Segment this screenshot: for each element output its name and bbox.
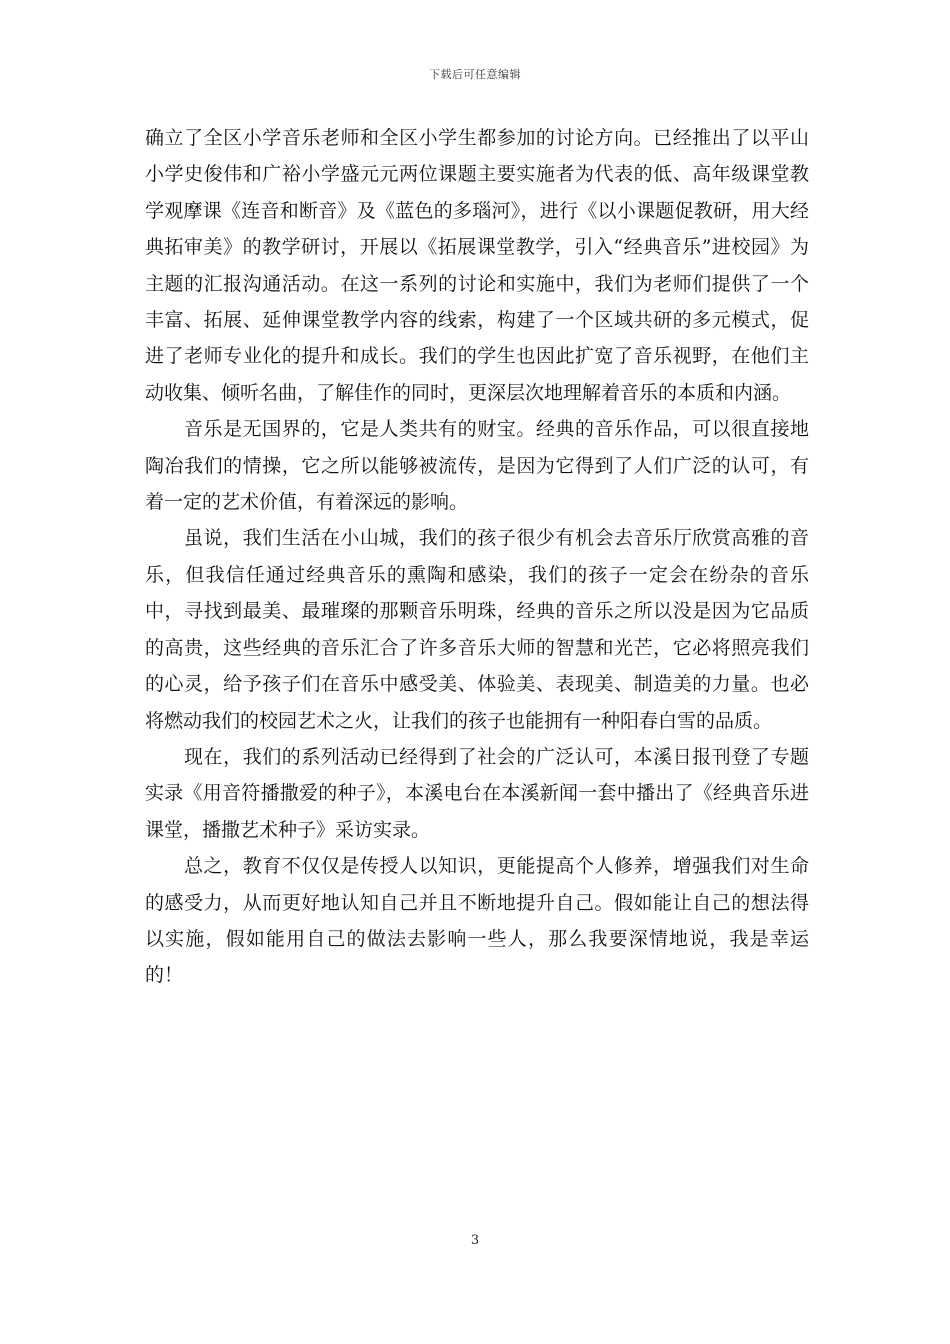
page-header: 下载后可任意编辑	[429, 68, 521, 81]
paragraph-recognition: 现在，我们的系列活动已经得到了社会的广泛认可，本溪日报刊登了专题实录《用音符播撒爱的种子》，本溪电台在本溪新闻一套中播出了《经典音乐进课堂，播撒艺术种子》采访实录。	[145, 745, 809, 841]
paragraph-conclusion: 总之，教育不仅仅是传授人以知识，更能提高个人修养，增强我们对生命的感受力，从而更好地认知自己并且不断地提升自己。假如能让自己的想法得以实施，假如能用自己的做法去影响一些人，那么我要深情地说，我是幸运的！	[145, 855, 809, 987]
paragraph-music-borderless: 音乐是无国界的，它是人类共有的财宝。经典的音乐作品，可以很直接地陶冶我们的情操，它之所以能够被流传，是因为它得到了人们广泛的认可，有着一定的艺术价值，有着深远的影响。	[145, 418, 809, 514]
document-body	[145, 120, 809, 994]
paragraph-small-city: 虽说，我们生活在小山城，我们的孩子很少有机会去音乐厅欣赏高雅的音乐，但我信任通过经典音乐的熏陶和感染，我们的孩子一定会在纷杂的音乐中，寻找到最美、最璀璨的那颗音乐明珠，经典的音乐之所以没是因为它品质的高贵，这些经典的音乐汇合了许多音乐大师的智慧和光芒，它必将照亮我们的心灵，给予孩子们在音乐中感受美、体验美、表现美、制造美的力量。也必将燃动我们的校园艺术之火，让我们的孩子也能拥有一种阳春白雪的品质。	[145, 527, 809, 732]
paragraph-continued: 确立了全区小学音乐老师和全区小学生都参加的讨论方向。已经推出了以平山小学史俊伟和广裕小学盛元元两位课题主要实施者为代表的低、高年级课堂教学观摩课《连音和断音》及《蓝色的多瑙河》，进行《以小课题促教研，用大经典拓审美》的教学研讨，开展以《拓展课堂教学，引入“经典音乐”进校园》为主题的汇报沟通活动。在这一系列的讨论和实施中，我们为老师们提供了一个丰富、拓展、延伸课堂教学内容的线索，构建了一个区域共研的多元模式，促进了老师专业化的提升和成长。我们的学生也因此扩宽了音乐视野，在他们主动收集、倾听名曲，了解佳作的同时，更深层次地理解着音乐的本质和内涵。	[145, 127, 809, 404]
page-number: 3	[470, 1233, 480, 1248]
